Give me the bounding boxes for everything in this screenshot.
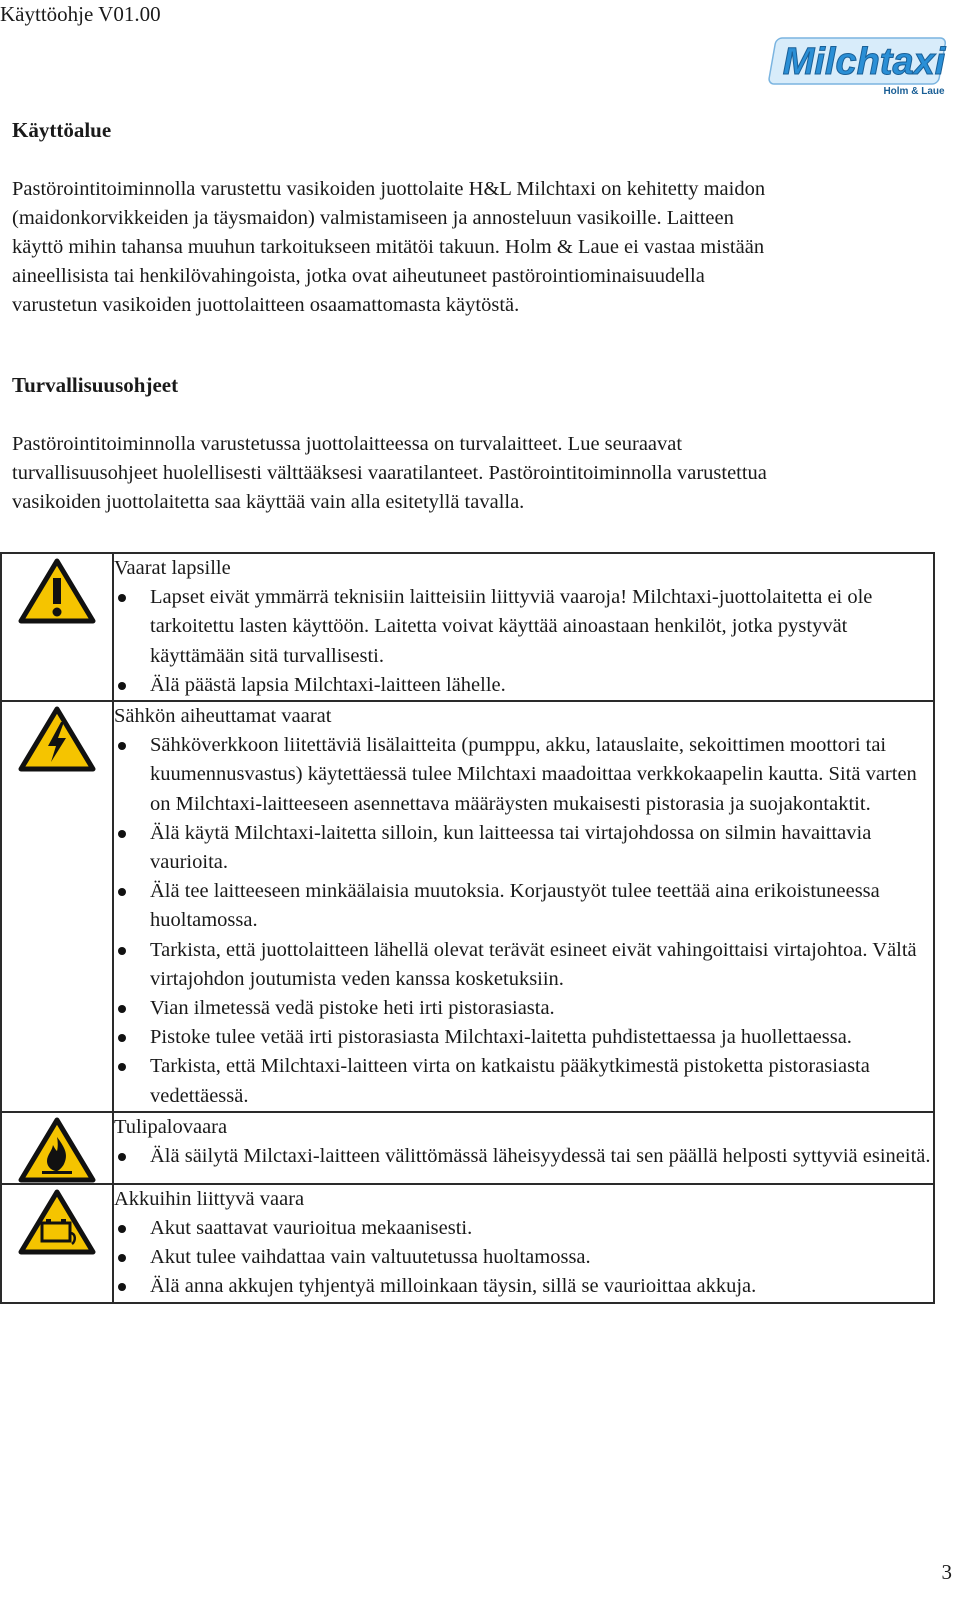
fire-hazard-icon xyxy=(18,1117,96,1183)
list-item: Tarkista, että Milchtaxi-laitteen virta on katkaistu pääkytkimestä pistoketta pistorasiasta vedettäessä. xyxy=(114,1052,933,1110)
list-item: Älä päästä lapsia Milchtaxi-laitteen lähelle. xyxy=(114,671,933,700)
list-item: Älä anna akkujen tyhjentyä milloinkaan täysin, sillä se vaurioittaa akkuja. xyxy=(114,1272,933,1301)
list-item: Pistoke tulee vetää irti pistorasiasta Milchtaxi-laitetta puhdistettaessa ja huollettaessa. xyxy=(114,1023,933,1052)
hazard-row-fire xyxy=(1,1112,934,1184)
usage-heading: Käyttöalue xyxy=(12,118,112,142)
list-item: Akut tulee vaihdattaa vain valtuutetussa huoltamossa. xyxy=(114,1243,933,1272)
list-item: Älä säilytä Milctaxi-laitteen välittömässä läheisyydessä tai sen päällä helposti syttyviä esineitä. xyxy=(114,1142,933,1171)
hazard-list xyxy=(114,583,933,700)
list-item: Tarkista, että juottolaitteen lähellä olevat terävät esineet eivät vahingoittaisi virtajohtoa. Vältä virtajohdon joutumista veden kanssa kosketuksiin. xyxy=(114,936,933,994)
logo-subtext: Holm & Laue xyxy=(883,86,945,97)
hazard-title: Akkuihin liittyvä vaara xyxy=(114,1187,305,1210)
list-item: Älä tee laitteeseen minkäälaisia muutoksia. Korjaustyöt tulee teettää aina erikoistuneessa huoltamossa. xyxy=(114,877,933,935)
electric-hazard-icon xyxy=(18,706,96,772)
list-item: Vian ilmetessä vedä pistoke heti irti pistorasiasta. xyxy=(114,994,933,1023)
page-number: 3 xyxy=(941,1560,952,1584)
safety-heading: Turvallisuusohjeet xyxy=(12,373,179,397)
logo-text: Milchtaxi xyxy=(782,41,946,83)
safety-intro-paragraph: Pastörointitoiminnolla varustetussa juottolaitteessa on turvalaitteet. Lue seuraavat turvallisuusohjeet huolellisesti välttääksesi vaaratilanteet. Pastörointitoiminnolla varustettua vasikoiden juottolaitetta saa käyttää vain alla esitetyllä tavalla. xyxy=(12,433,767,513)
hazard-title: Vaarat lapsille xyxy=(114,557,231,579)
hazard-row-children xyxy=(1,553,934,701)
hazard-row-electric xyxy=(1,701,934,1112)
list-item: Lapset eivät ymmärrä teknisiin laitteisiin liittyviä vaaroja! Milchtaxi-juottolaitetta ei ole tarkoitettu lasten käyttöön. Laitetta voivat käyttää ainoastaan henkilöt, jotka pystyvät käyttämään sitä turvallisesti. xyxy=(114,583,933,671)
general-warning-icon xyxy=(18,558,96,624)
hazard-list xyxy=(114,731,933,1111)
hazard-list xyxy=(114,1142,933,1171)
document-version: Käyttöohje V01.00 xyxy=(0,2,161,26)
hazard-title: Tulipalovaara xyxy=(114,1115,228,1138)
list-item: Akut saattavat vaurioitua mekaanisesti. xyxy=(114,1214,933,1243)
hazard-list xyxy=(114,1214,933,1302)
list-item: Älä käytä Milchtaxi-laitetta silloin, kun laitteessa tai virtajohdossa on silmin havaittavia vaurioita. xyxy=(114,819,933,877)
hazard-table xyxy=(0,552,935,1304)
hazard-row-battery xyxy=(1,1184,934,1303)
hazard-title: Sähkön aiheuttamat vaarat xyxy=(114,705,332,728)
list-item: Sähköverkkoon liitettäviä lisälaitteita (pumppu, akku, latauslaite, sekoittimen moottori tai kuumennusvastus) käytettäessä tulee Milchtaxi maadoittaa verkkokaapelin kautta. Sitä varten on Milchtaxi-laitteeseen asennettava määräysten mukaisesti pistorasia ja suojakontaktit. xyxy=(114,731,933,819)
battery-hazard-icon xyxy=(18,1189,96,1255)
usage-paragraph: Pastörointitoiminnolla varustettu vasikoiden juottolaite H&L Milchtaxi on kehitetty maidon (maidonkorvikkeiden ja täysmaidon) valmistamiseen ja annosteluun vasikoille. Laitteen käyttö mihin tahansa muuhun tarkoitukseen mitätöi takuun. Holm & Laue ei vastaa mistään aineellisista tai henkilövahingoista, jotka ovat aiheutuneet pastörointiominaisuudella varustetun vasikoiden juottolaitteen osaamattomasta käytöstä. xyxy=(12,178,766,316)
milchtaxi-logo xyxy=(768,28,958,100)
